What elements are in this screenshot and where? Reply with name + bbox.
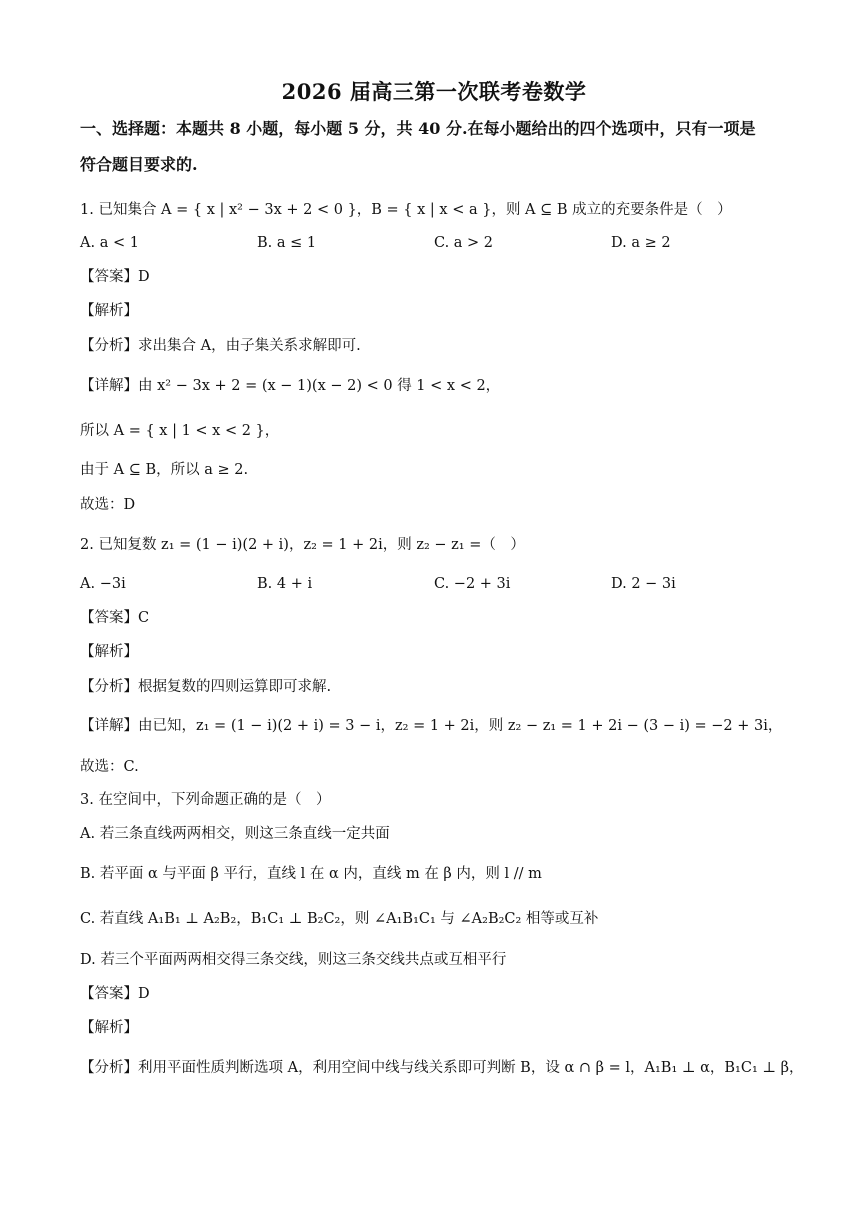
- q3-option-d: D. 若三个平面两两相交得三条交线，则这三条交线共点或互相平行: [80, 952, 507, 968]
- q3-analysis: 【分析】利用平面性质判断选项 A，利用空间中线与线关系即可判断 B，设 α ∩ β = l，A₁B₁ ⊥ α，B₁C₁ ⊥ β，: [80, 1060, 804, 1076]
- q2-option-b: B. 4 + i: [257, 576, 313, 592]
- q1-detail-2: 所以 A = { x | 1 < x < 2 }，: [80, 423, 280, 439]
- page-title: 2026 届高三第一次联考卷数学: [281, 79, 587, 104]
- q2-detail-1: 【详解】由已知，z₁ = (1 − i)(2 + i) = 3 − i，z₂ = 1 + 2i，则 z₂ − z₁ = 1 + 2i − (3 − i) = −2 + 3i，: [80, 718, 783, 734]
- q2-answer: 【答案】C: [80, 610, 150, 626]
- section-heading-line1: 一、选择题：本题共 8 小题，每小题 5 分，共 40 分.在每小题给出的四个选项中，只有一项是: [80, 119, 756, 138]
- q3-option-c: C. 若直线 A₁B₁ ⊥ A₂B₂，B₁C₁ ⊥ B₂C₂，则 ∠A₁B₁C₁ 与 ∠A₂B₂C₂ 相等或互补: [80, 911, 599, 927]
- q1-option-a: A. a < 1: [80, 235, 139, 251]
- q1-detail-3: 由于 A ⊆ B，所以 a ≥ 2.: [80, 462, 249, 478]
- q3-stem: 3. 在空间中，下列命题正确的是（ ）: [80, 792, 331, 808]
- q2-stem: 2. 已知复数 z₁ = (1 − i)(2 + i)，z₂ = 1 + 2i，则 z₂ − z₁ =（ ）: [80, 537, 525, 553]
- q1-answer: 【答案】D: [80, 269, 150, 285]
- q2-option-c: C. −2 + 3i: [434, 576, 511, 592]
- q2-jiexi-label: 【解析】: [80, 644, 138, 660]
- q1-option-c: C. a > 2: [434, 235, 494, 251]
- q3-option-a: A. 若三条直线两两相交，则这三条直线一定共面: [80, 826, 390, 842]
- q1-option-b: B. a ≤ 1: [257, 235, 317, 251]
- q1-jiexi-label: 【解析】: [80, 303, 138, 319]
- q2-analysis: 【分析】根据复数的四则运算即可求解.: [80, 679, 332, 695]
- q1-option-d: D. a ≥ 2: [611, 235, 671, 251]
- q2-choice: 故选：C.: [80, 759, 139, 775]
- q2-option-a: A. −3i: [80, 576, 126, 592]
- q1-choice: 故选：D: [80, 497, 136, 513]
- q3-option-b: B. 若平面 α 与平面 β 平行，直线 l 在 α 内，直线 m 在 β 内，则 l // m: [80, 866, 542, 882]
- q2-option-d: D. 2 − 3i: [611, 576, 676, 592]
- q1-detail-1: 【详解】由 x² − 3x + 2 = (x − 1)(x − 2) < 0 得 1 < x < 2，: [80, 378, 501, 394]
- section-heading-line2: 符合题目要求的.: [80, 155, 198, 174]
- q1-stem: 1. 已知集合 A = { x | x² − 3x + 2 < 0 }，B = { x | x < a }，则 A ⊆ B 成立的充要条件是（ ）: [80, 202, 732, 218]
- q3-jiexi-label: 【解析】: [80, 1020, 138, 1036]
- q1-analysis: 【分析】求出集合 A，由子集关系求解即可.: [80, 338, 361, 354]
- q3-answer: 【答案】D: [80, 986, 150, 1002]
